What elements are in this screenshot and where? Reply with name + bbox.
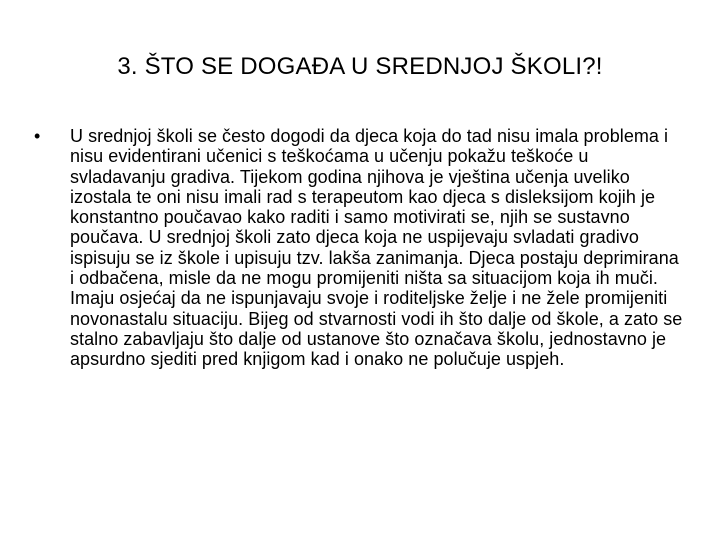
bullet-marker: •	[34, 126, 41, 146]
bullet-list	[34, 126, 684, 370]
slide-title: 3. ŠTO SE DOGAĐA U SREDNJOJ ŠKOLI?!	[117, 53, 603, 80]
bullet-item	[34, 126, 684, 370]
bullet-text: U srednjoj školi se često dogodi da djeca koja do tad nisu imala problema i nisu evidentirani učenici s teškoćama u učenju pokažu teškoće u svladavanju gradiva. Tijekom godina njihova je vještina učenja uveliko izostala te oni nisu imali rad s terapeutom kao djeca s disleksijom kojih je konstantno poučavao kako raditi i samo motivirati se, njih se sustavno poučava. U srednjoj školi zato djeca koja ne uspijevaju svladati gradivo ispisuju se iz škole i upisuju tzv. lakša zanimanja. Djeca postaju deprimirana i odbačena, misle da ne mogu promijeniti ništa sa situacijom koja ih muči. Imaju osjećaj da ne ispunjavaju svoje i roditeljske želje i ne žele promijeniti novonastalu situaciju. Bijeg od stvarnosti vodi ih što dalje od škole, a zato se stalno zabavljaju što dalje od ustanove što označava školu, jednostavno je apsurdno sjediti pred knjigom kad i onako ne polučuje uspjeh.	[70, 126, 683, 370]
